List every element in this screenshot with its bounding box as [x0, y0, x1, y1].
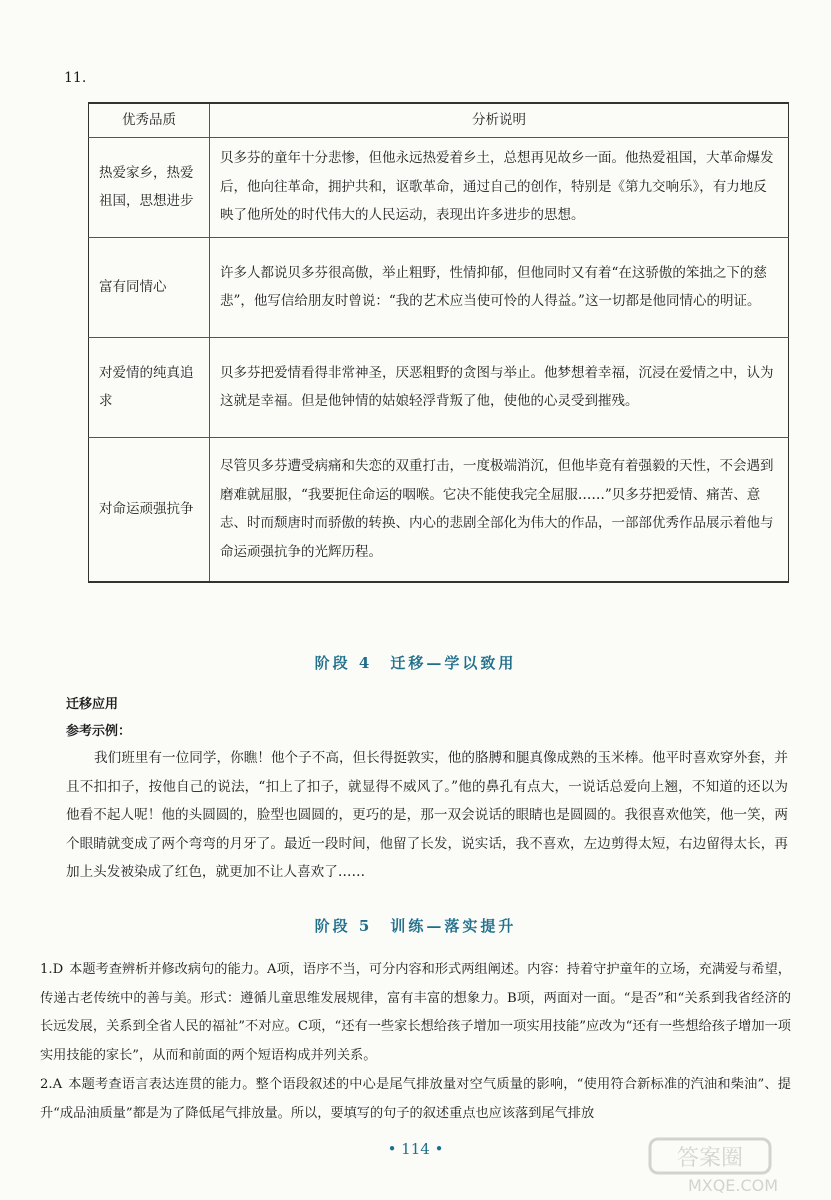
table-row	[89, 137, 789, 237]
svg-text:答案圈: 答案圈	[676, 1146, 744, 1171]
answer-number: 1.D	[40, 962, 64, 977]
quality-cell: 热爱家乡，热爱祖国，思想进步	[89, 137, 210, 237]
analysis-cell: 许多人都说贝多芬很高傲，举止粗野，性情抑郁，但他同时又有着“在这骄傲的笨拙之下的慈悲”，他写信给朋友时曾说：“我的艺术应当使可怜的人得益。”这一切都是他同情心的明证。	[210, 237, 789, 337]
stage4-example-label: 参考示例：	[66, 724, 132, 739]
stage5-title: 阶段 5 训练—落实提升	[314, 917, 517, 935]
analysis-table	[88, 102, 789, 583]
quality-cell: 对命运顽强抗争	[89, 437, 210, 582]
table-row	[89, 337, 789, 437]
header-analysis: 分析说明	[210, 103, 789, 137]
answer-text: 本题考查语言表达连贯的能力。整个语段叙述的中心是尾气排放量对空气质量的影响，“使用符合新标准的汽油和柴油”、提升“成品油质量”都是为了降低尾气排放量。所以，要填写的句子的叙述重点也应该落到尾气排放	[40, 1077, 791, 1121]
page-number: • 114 •	[387, 1140, 444, 1158]
answer-item	[40, 1071, 791, 1128]
watermark-logo	[648, 1135, 818, 1195]
quality-cell: 富有同情心	[89, 237, 210, 337]
table-row	[89, 437, 789, 582]
header-quality: 优秀品质	[89, 103, 210, 137]
stage4-title: 阶段 4 迁移—学以致用	[314, 654, 517, 672]
analysis-cell: 尽管贝多芬遭受病痛和失恋的双重打击，一度极端消沉，但他毕竟有着强毅的天性，不会遇到磨难就屈服，“我要扼住命运的咽喉。它决不能使我完全屈服……”贝多芬把爱情、痛苦、意志、时而颓唐时而骄傲的转换、内心的悲剧全部化为伟大的作品，一部部优秀作品展示着他与命运顽强抗争的光辉历程。	[210, 437, 789, 582]
answer-text: 本题考查辨析并修改病句的能力。A项，语序不当，可分内容和形式两组阐述。内容：持着守护童年的立场，充满爱与希望，传递古老传统中的善与美。形式：遵循儿童思维发展规律，富有丰富的想象力。B项，两面对一面。“是否”和“关系到我省经济的长远发展，关系到全省人民的福祉”不对应。C项，“还有一些家长想给孩子增加一项实用技能”应改为“还有一些想给孩子增加一项实用技能的家长”，从而和前面的两个短语构成并列关系。	[40, 962, 791, 1063]
quality-cell: 对爱情的纯真追求	[89, 337, 210, 437]
table-header-row	[89, 103, 789, 137]
stage4-subheading: 迁移应用	[66, 697, 119, 712]
analysis-cell: 贝多芬把爱情看得非常神圣，厌恶粗野的贪图与举止。他梦想着幸福，沉浸在爱情之中，认为这就是幸福。但是他钟情的姑娘轻浮背叛了他，使他的心灵受到摧残。	[210, 337, 789, 437]
analysis-cell: 贝多芬的童年十分悲惨，但他永远热爱着乡土，总想再见故乡一面。他热爱祖国，大革命爆发后，他向往革命，拥护共和，讴歌革命，通过自己的创作，特别是《第九交响乐》，有力地反映了他所处的时代伟大的人民运动，表现出许多进步的思想。	[210, 137, 789, 237]
answer-item	[40, 956, 791, 1070]
answer-number: 2.A	[40, 1077, 63, 1092]
example-paragraph: 我们班里有一位同学，你瞧！他个子不高，但长得挺敦实，他的胳膊和腿真像成熟的玉米棒。他平时喜欢穿外套，并且不扣扣子，按他自己的说法，“扣上了扣子，就显得不威风了。”他的鼻孔有点大，一说话总爱向上翘，不知道的还以为他看不起人呢！他的头圆圆的，脸型也圆圆的，更巧的是，那一双会说话的眼睛也是圆圆的。我很喜欢他笑，他一笑，两个眼睛就变成了两个弯弯的月牙了。最近一段时间，他留了长发，说实话，我不喜欢，左边剪得太短，右边留得太长，再加上头发被染成了红色，就更加不让人喜欢了……	[66, 750, 788, 880]
question-number: 11.	[64, 70, 87, 86]
table-row	[89, 237, 789, 337]
svg-text:MXQE.COM: MXQE.COM	[687, 1176, 779, 1195]
